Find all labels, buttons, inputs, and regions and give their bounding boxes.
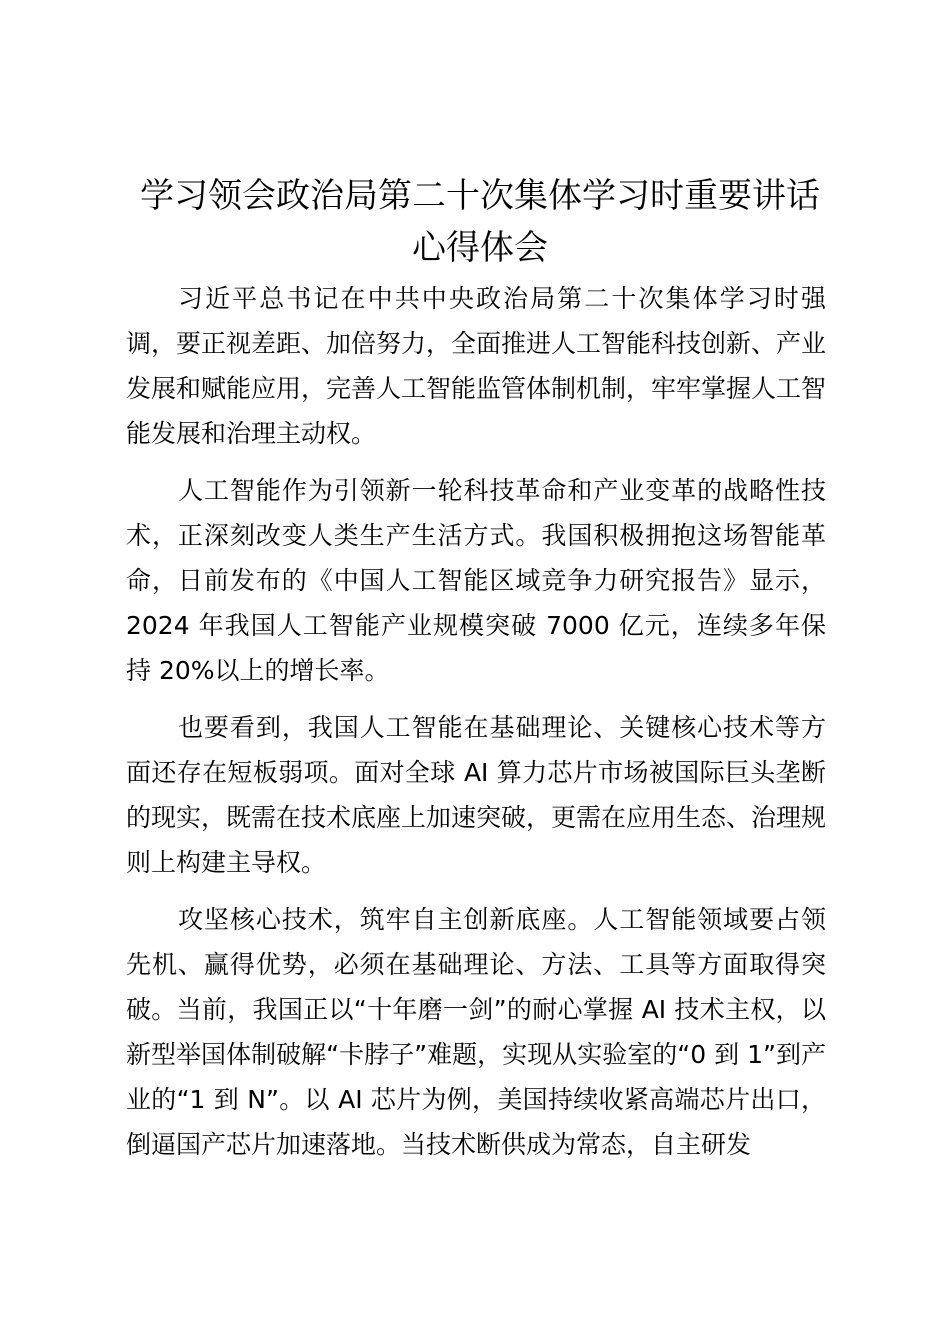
title-line-2: 心得体会 [412, 228, 548, 268]
paragraph-3: 也要看到，我国人工智能在基础理论、关键核心技术等方面还存在短板弱项。面对全球 AI 算力芯片市场被国际巨头垄断的现实，既需在技术底座上加速突破，更需在应用生态、治理规则上构建主导权。 [126, 713, 827, 877]
paragraph-2: 人工智能作为引领新一轮科技革命和产业变革的战略性技术，正深刻改变人类生产生活方式。我国积极拥抱这场智能革命，日前发布的《中国人工智能区域竞争力研究报告》显示，2024 年我国人工智能产业规模突破 7000 亿元，连续多年保持 20%以上的增长率。 [126, 476, 826, 685]
paragraph-4: 攻坚核心技术，筑牢自主创新底座。人工智能领域要占领先机、赢得优势，必须在基础理论、方法、工具等方面取得突破。当前，我国正以“十年磨一剑”的耐心掌握 AI 技术主权，以新型举国体制破解“卡脖子”难题，实现从实验室的“0 到 1”到产业的“1 到 N”。以 AI 芯片为例，美国持续收紧高端芯片出口，倒逼国产芯片加速落地。当技术断供成为常态，自主研发 [126, 905, 826, 1159]
paragraph-1: 习近平总书记在中共中央政治局第二十次集体学习时强调，要正视差距、加倍努力，全面推进人工智能科技创新、产业发展和赋能应用，完善人工智能监管体制机制，牢牢掌握人工智能发展和治理主动权。 [126, 284, 827, 448]
title-line-1: 学习领会政治局第二十次集体学习时重要讲话 [140, 176, 820, 216]
document-body [126, 276, 826, 1179]
document-title [100, 170, 860, 274]
